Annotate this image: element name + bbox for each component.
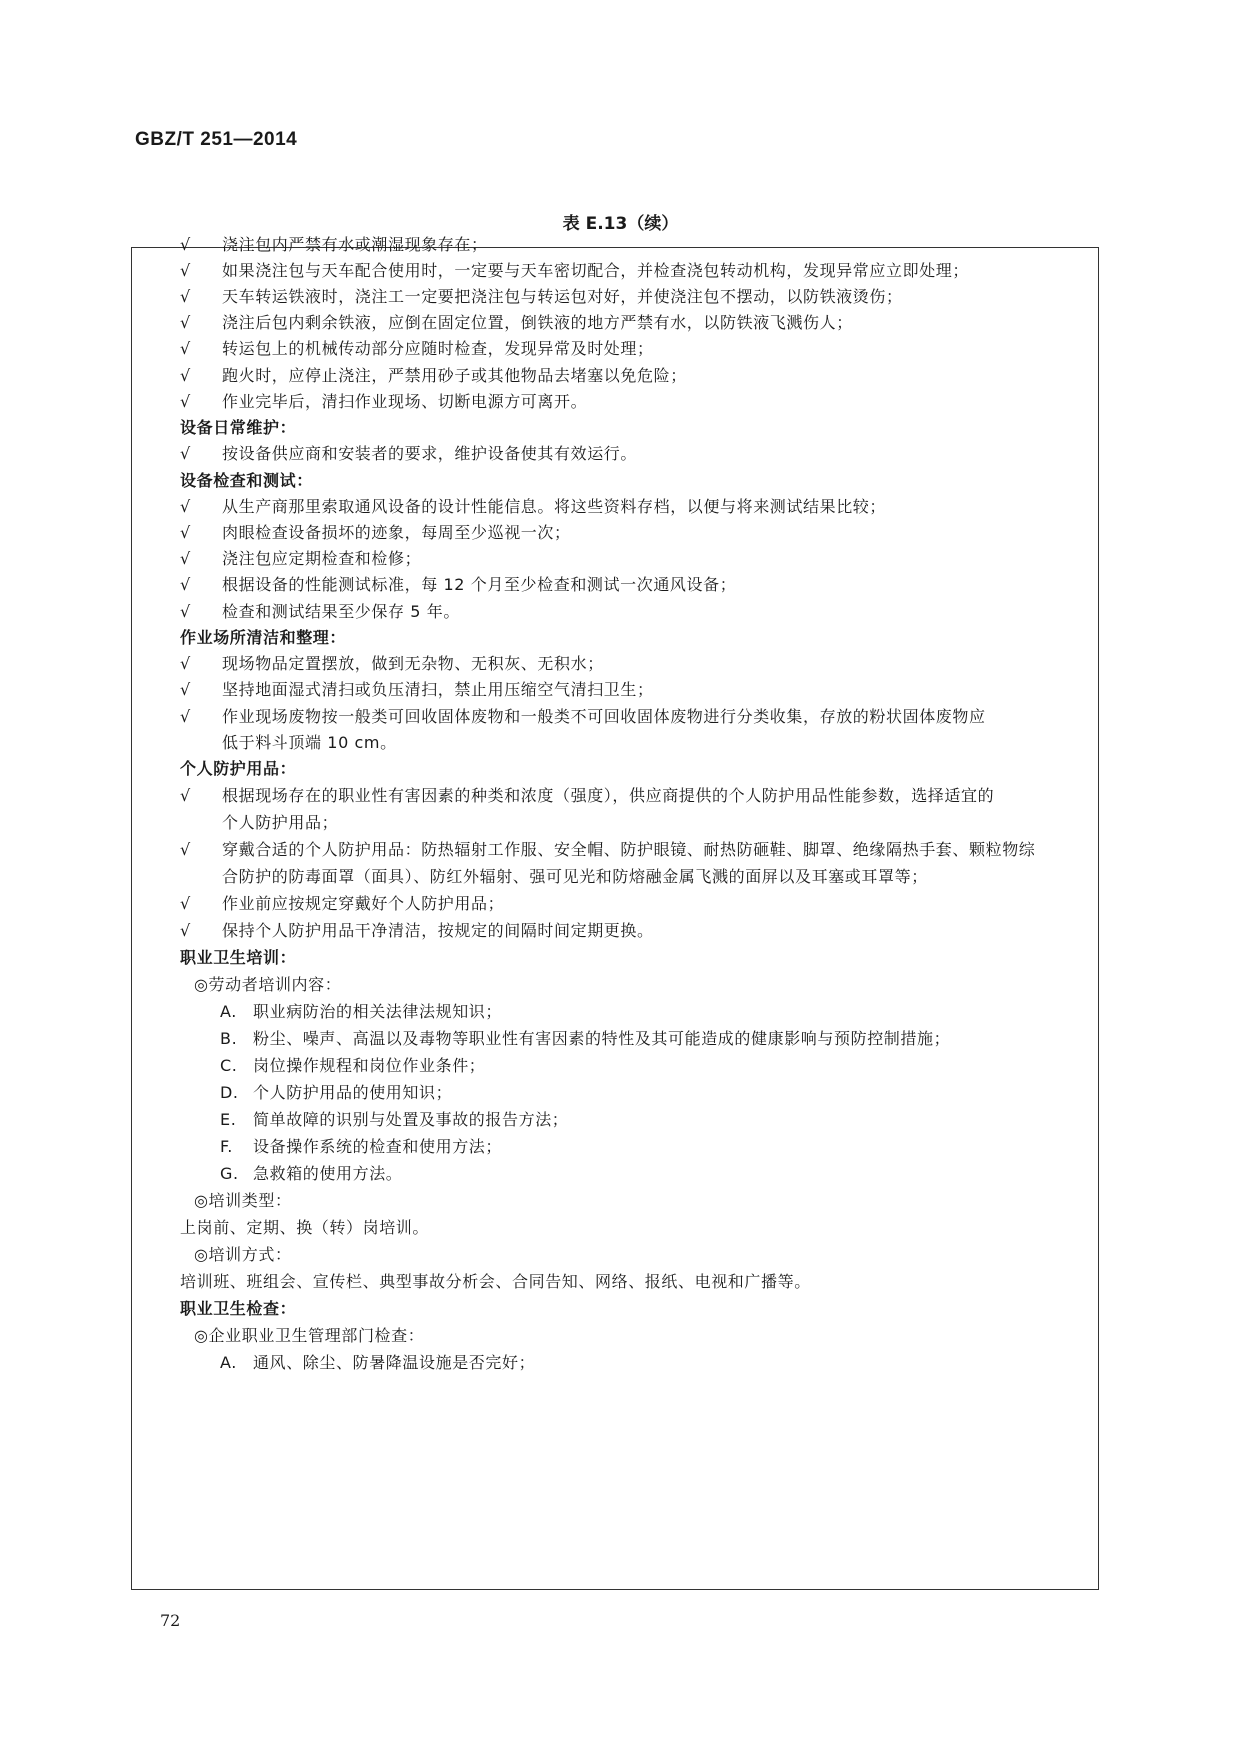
check-icon: √ — [180, 287, 191, 306]
check-icon: √ — [180, 575, 191, 594]
check-icon: √ — [180, 392, 191, 411]
check-icon: √ — [180, 894, 191, 913]
paragraph: 培训班、班组会、宣传栏、典型事故分析会、合同告知、网络、报纸、电视和广播等。 — [180, 1272, 811, 1291]
list-item: A. 职业病防治的相关法律法规知识； — [220, 1002, 503, 1021]
list-item: B. 粉尘、噪声、高温以及毒物等职业性有害因素的特性及其可能造成的健康影响与预防控制措施； — [220, 1029, 951, 1048]
list-item: C. 岗位操作规程和岗位作业条件； — [220, 1056, 486, 1075]
page-number: 72 — [160, 1611, 181, 1630]
section-heading-maintenance: 设备日常维护： — [180, 418, 297, 437]
list-item: √ 坚持地面湿式清扫或负压清扫，禁止用压缩空气清扫卫生； — [180, 680, 654, 699]
list-item: √ 转运包上的机械传动部分应随时检查，发现异常及时处理； — [180, 339, 654, 358]
check-icon: √ — [180, 497, 191, 516]
list-item: √ 从生产商那里索取通风设备的设计性能信息。将这些资料存档，以便与将来测试结果比较； — [180, 497, 887, 516]
subheading-training-method: ◎培训方式： — [194, 1245, 292, 1264]
list-item: √ 检查和测试结果至少保存 5 年。 — [180, 602, 460, 621]
check-icon: √ — [180, 366, 191, 385]
check-icon: √ — [180, 235, 191, 254]
check-icon: √ — [180, 840, 191, 859]
section-heading-cleaning: 作业场所清洁和整理： — [180, 628, 347, 647]
list-item: √ 作业前应按规定穿戴好个人防护用品； — [180, 894, 505, 913]
table-frame — [131, 235, 1099, 1590]
list-item: √ 作业完毕后，清扫作业现场、切断电源方可离开。 — [180, 392, 588, 411]
section-heading-ppe: 个人防护用品： — [180, 759, 297, 778]
section-heading-training: 职业卫生培训： — [180, 948, 297, 967]
document-code: GBZ/T 251—2014 — [135, 129, 298, 150]
list-item: √ 根据设备的性能测试标准，每 12 个月至少检查和测试一次通风设备； — [180, 575, 737, 594]
list-item-continuation: 低于料斗顶端 10 cm。 — [222, 733, 397, 752]
check-icon: √ — [180, 921, 191, 940]
list-item-continuation: 合防护的防毒面罩（面具）、防红外辐射、强可见光和防熔融金属飞溅的面屏以及耳塞或耳罩等； — [222, 867, 928, 886]
check-icon: √ — [180, 339, 191, 358]
check-icon: √ — [180, 707, 191, 726]
list-item: D. 个人防护用品的使用知识； — [220, 1083, 453, 1102]
check-icon: √ — [180, 786, 191, 805]
list-item: A. 通风、除尘、防暑降温设施是否完好； — [220, 1353, 536, 1372]
list-item: √ 浇注包内严禁有水或潮湿现象存在； — [180, 235, 488, 254]
list-item: F. 设备操作系统的检查和使用方法； — [220, 1137, 503, 1156]
list-item: √ 浇注包应定期检查和检修； — [180, 549, 422, 568]
check-icon: √ — [180, 680, 191, 699]
list-item: √ 跑火时，应停止浇注，严禁用砂子或其他物品去堵塞以免危险； — [180, 366, 687, 385]
list-item: √ 作业现场废物按一般类可回收固体废物和一般类不可回收固体废物进行分类收集，存放的粉状固体废物应 — [180, 707, 986, 726]
list-item-continuation: 个人防护用品； — [222, 813, 339, 832]
subheading-management-check: ◎企业职业卫生管理部门检查： — [194, 1326, 425, 1345]
list-item: √ 肉眼检查设备损坏的迹象，每周至少巡视一次； — [180, 523, 571, 542]
list-item: √ 如果浇注包与天车配合使用时，一定要与天车密切配合，并检查浇包转动机构，发现异常应立即处理； — [180, 261, 970, 280]
list-item: G. 急救箱的使用方法。 — [220, 1164, 403, 1183]
check-icon: √ — [180, 602, 191, 621]
list-item: √ 根据现场存在的职业性有害因素的种类和浓度（强度），供应商提供的个人防护用品性能参数，选择适宜的 — [180, 786, 995, 805]
list-item: √ 穿戴合适的个人防护用品：防热辐射工作服、安全帽、防护眼镜、耐热防砸鞋、脚罩、绝缘隔热手套、颗粒物综 — [180, 840, 1036, 859]
subheading-training-content: ◎劳动者培训内容： — [194, 975, 342, 994]
list-item: √ 天车转运铁液时，浇注工一定要把浇注包与转运包对好，并使浇注包不摆动，以防铁液烫伤； — [180, 287, 903, 306]
check-icon: √ — [180, 549, 191, 568]
paragraph: 上岗前、定期、换（转）岗培训。 — [180, 1218, 430, 1237]
list-item: √ 按设备供应商和安装者的要求，维护设备使其有效运行。 — [180, 444, 638, 463]
check-icon: √ — [180, 523, 191, 542]
check-icon: √ — [180, 313, 191, 332]
section-heading-inspection: 设备检查和测试： — [180, 471, 313, 490]
list-item: √ 保持个人防护用品干净清洁，按规定的间隔时间定期更换。 — [180, 921, 654, 940]
check-icon: √ — [180, 654, 191, 673]
subheading-training-type: ◎培训类型： — [194, 1191, 292, 1210]
section-heading-health-check: 职业卫生检查： — [180, 1299, 297, 1318]
list-item: √ 浇注后包内剩余铁液，应倒在固定位置，倒铁液的地方严禁有水，以防铁液飞溅伤人； — [180, 313, 853, 332]
list-item: √ 现场物品定置摆放，做到无杂物、无积灰、无积水； — [180, 654, 604, 673]
check-icon: √ — [180, 261, 191, 280]
check-icon: √ — [180, 444, 191, 463]
list-item: E. 简单故障的识别与处置及事故的报告方法； — [220, 1110, 569, 1129]
table-title: 表 E.13（续） — [562, 214, 679, 234]
